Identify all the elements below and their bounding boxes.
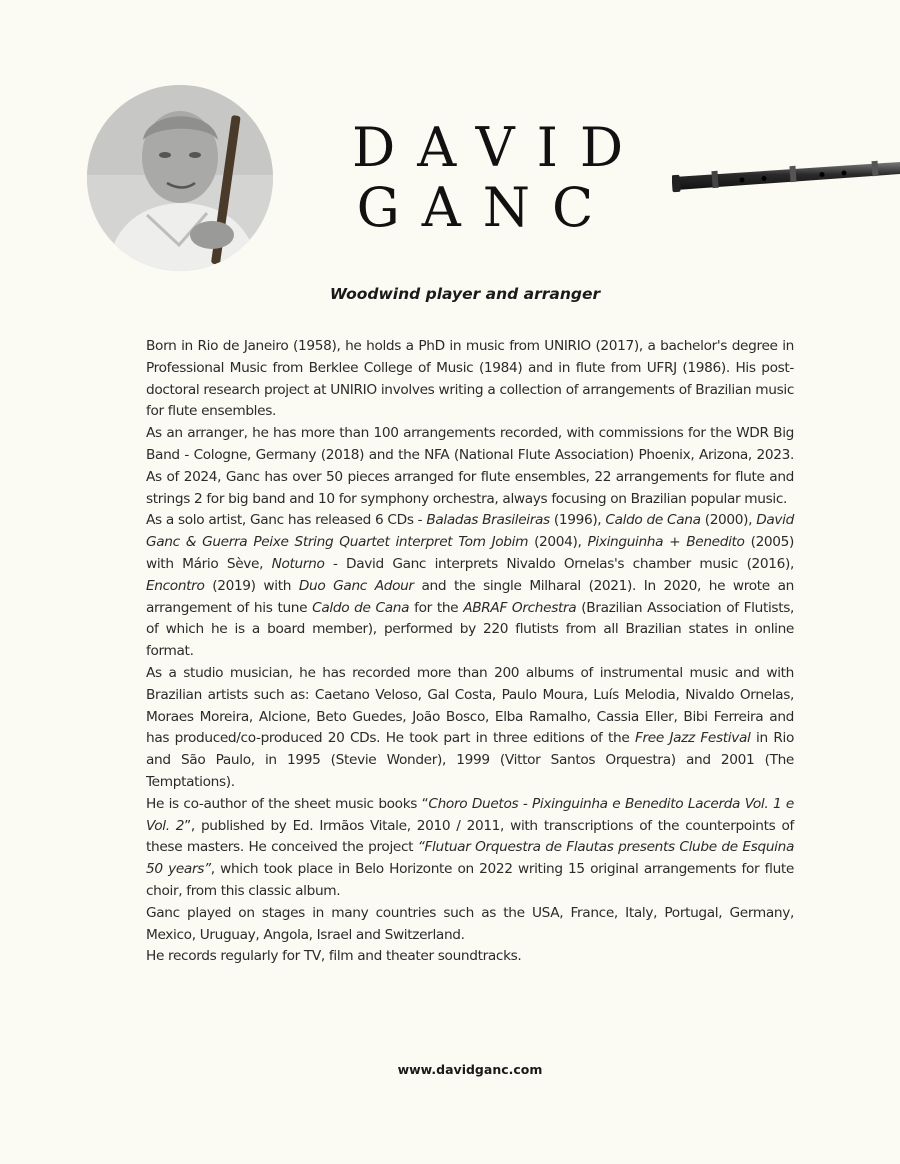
portrait-illustration bbox=[87, 85, 273, 271]
bio-paragraph-stages: Ganc played on stages in many countries such as the USA, France, Italy, Portugal, Germany, Mexico, Uruguay, Angola, Israel and Switzerland. bbox=[146, 904, 794, 943]
bio-paragraph-solo-artist: As a solo artist, Ganc has released 6 CDs - Baladas Brasileiras (1996), Caldo de Cana (2000), David Ganc & Guerra Peixe String Quartet interpret Tom Jobim (2004), Pixinguinha + Benedito (2005) with Mário Sève, Noturno - David Ganc interprets Nivaldo Ornelas's chamber music (2016), Encontro (2019) with Duo Ganc Adour and the single Milharal (2021). In 2020, he wrote an arrangement of his tune Caldo de Cana for the ABRAF Orchestra (Brazilian Association of Flutists, of which he is a board member), performed by 220 flutists from all Brazilian states in online format. bbox=[146, 512, 794, 660]
flute-illustration bbox=[672, 150, 900, 200]
subtitle: Woodwind player and arranger bbox=[329, 285, 601, 303]
flute-icon bbox=[672, 150, 900, 200]
bio-paragraph-education: Born in Rio de Janeiro (1958), he holds a PhD in music from UNIRIO (2017), a bachelor's degree in Professional Music from Berklee College of Music (1984) and in flute from UFRJ (1986). His post-doctoral research project at UNIRIO involves writing a collection of arrangements of Brazilian music for flute ensembles. bbox=[146, 338, 794, 420]
biography bbox=[146, 336, 794, 968]
name-last: GANC bbox=[356, 176, 616, 239]
name-first: DAVID bbox=[352, 116, 646, 179]
bio-paragraph-arranger: As an arranger, he has more than 100 arrangements recorded, with commissions for the WDR Big Band - Cologne, Germany (2018) and the NFA (National Flute Association) Phoenix, Arizona, 2023. As of 2024, Ganc has over 50 pieces arranged for flute ensembles, 22 arrangements for flute and strings 2 for big band and 10 for symphony orchestra, always focusing on Brazilian popular music. bbox=[146, 425, 794, 507]
portrait-photo bbox=[87, 85, 273, 271]
bio-paragraph-books: He is co-author of the sheet music books “Choro Duetos - Pixinguinha e Benedito Lacerda Vol. 1 e Vol. 2”, published by Ed. Irmãos Vitale, 2010 / 2011, with transcriptions of the counterpoints of these masters. He conceived the project “Flutuar Orquestra de Flautas presents Clube de Esquina 50 years”, which took place in Belo Horizonte on 2022 writing 15 original arrangements for flute choir, from this classic album. bbox=[146, 795, 794, 899]
bio-paragraph-soundtracks: He records regularly for TV, film and theater soundtracks. bbox=[146, 948, 522, 965]
artist-name bbox=[330, 116, 646, 239]
website-link[interactable]: www.davidganc.com bbox=[397, 1062, 543, 1077]
bio-paragraph-studio: As a studio musician, he has recorded more than 200 albums of instrumental music and with Brazilian artists such as: Caetano Veloso, Gal Costa, Paulo Moura, Luís Melodia, Nivaldo Ornelas, Moraes Moreira, Alcione, Beto Guedes, João Bosco, Elba Ramalho, Cassia Eller, Bibi Ferreira and has produced/co-produced 20 CDs. He took part in three editions of the Free Jazz Festival in Rio and São Paulo, in 1995 (Stevie Wonder), 1999 (Vittor Santos Orquestra) and 2001 (The Temptations). bbox=[146, 664, 794, 790]
